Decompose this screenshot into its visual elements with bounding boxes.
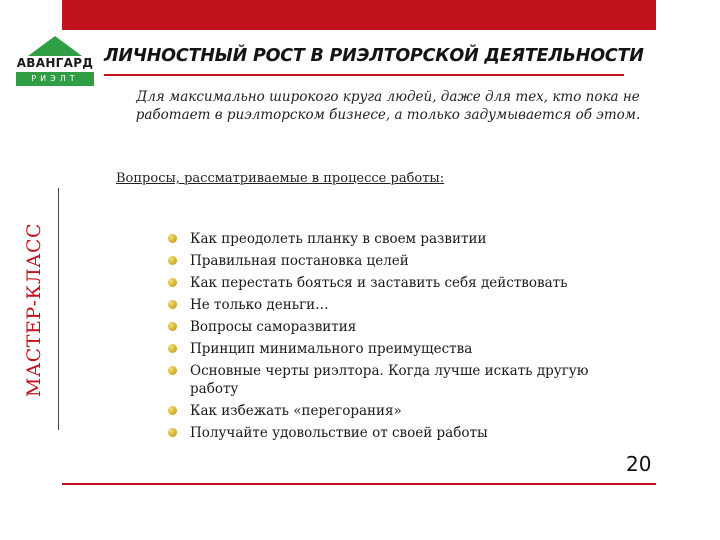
list-item-text: Не только деньги… xyxy=(190,297,329,313)
list-item xyxy=(168,296,638,314)
list-item xyxy=(168,402,638,420)
list-item xyxy=(168,424,638,442)
bullet-dot-icon xyxy=(168,234,177,243)
side-label: МАСТЕР-КЛАСС xyxy=(23,222,45,398)
list-item xyxy=(168,318,638,336)
list-item-text: Принцип минимального преимущества xyxy=(190,341,473,357)
list-item-text: Вопросы саморазвития xyxy=(190,319,357,335)
list-item-text: Основные черты риэлтора. Когда лучше искать другую работу xyxy=(190,363,589,398)
list-item xyxy=(168,340,638,358)
company-logo xyxy=(10,34,100,90)
bottom-divider xyxy=(62,483,656,485)
bullet-dot-icon xyxy=(168,344,177,353)
slide-title: ЛИЧНОСТНЫЙ РОСТ В РИЭЛТОРСКОЙ ДЕЯТЕЛЬНОСТИ xyxy=(104,42,624,76)
bullet-dot-icon xyxy=(168,428,177,437)
list-item-text: Получайте удовольствие от своей работы xyxy=(190,425,488,442)
logo-triangle-icon xyxy=(10,34,100,58)
page-number: 20 xyxy=(626,452,652,476)
list-item xyxy=(168,362,638,398)
list-item-text: Как избежать «перегорания» xyxy=(190,403,402,420)
list-item-text: Как преодолеть планку в своем развитии xyxy=(190,231,487,247)
list-item-text: Правильная постановка целей xyxy=(190,253,409,269)
logo-subtext: РИЭЛТ xyxy=(31,74,79,83)
bullet-dot-icon xyxy=(168,278,177,287)
bullet-dot-icon xyxy=(168,366,177,375)
list-item xyxy=(168,230,638,248)
top-accent-bar xyxy=(62,0,656,30)
list-item xyxy=(168,252,638,270)
logo-name: АВАНГАРД xyxy=(16,56,94,70)
topics-list xyxy=(168,230,638,446)
bullet-dot-icon xyxy=(168,300,177,309)
bullet-dot-icon xyxy=(168,256,177,265)
bullet-dot-icon xyxy=(168,406,177,415)
side-divider xyxy=(58,188,59,430)
bullet-dot-icon xyxy=(168,322,177,331)
list-item xyxy=(168,274,638,292)
slide-subtitle: Для максимально широкого круга людей, даже для тех, кто пока не работает в риэлторском бизнесе, а только задумывается об этом. xyxy=(135,89,641,123)
questions-heading: Вопросы, рассматриваемые в процессе работы: xyxy=(116,171,445,186)
list-item-text: Как перестать бояться и заставить себя действовать xyxy=(190,275,568,291)
